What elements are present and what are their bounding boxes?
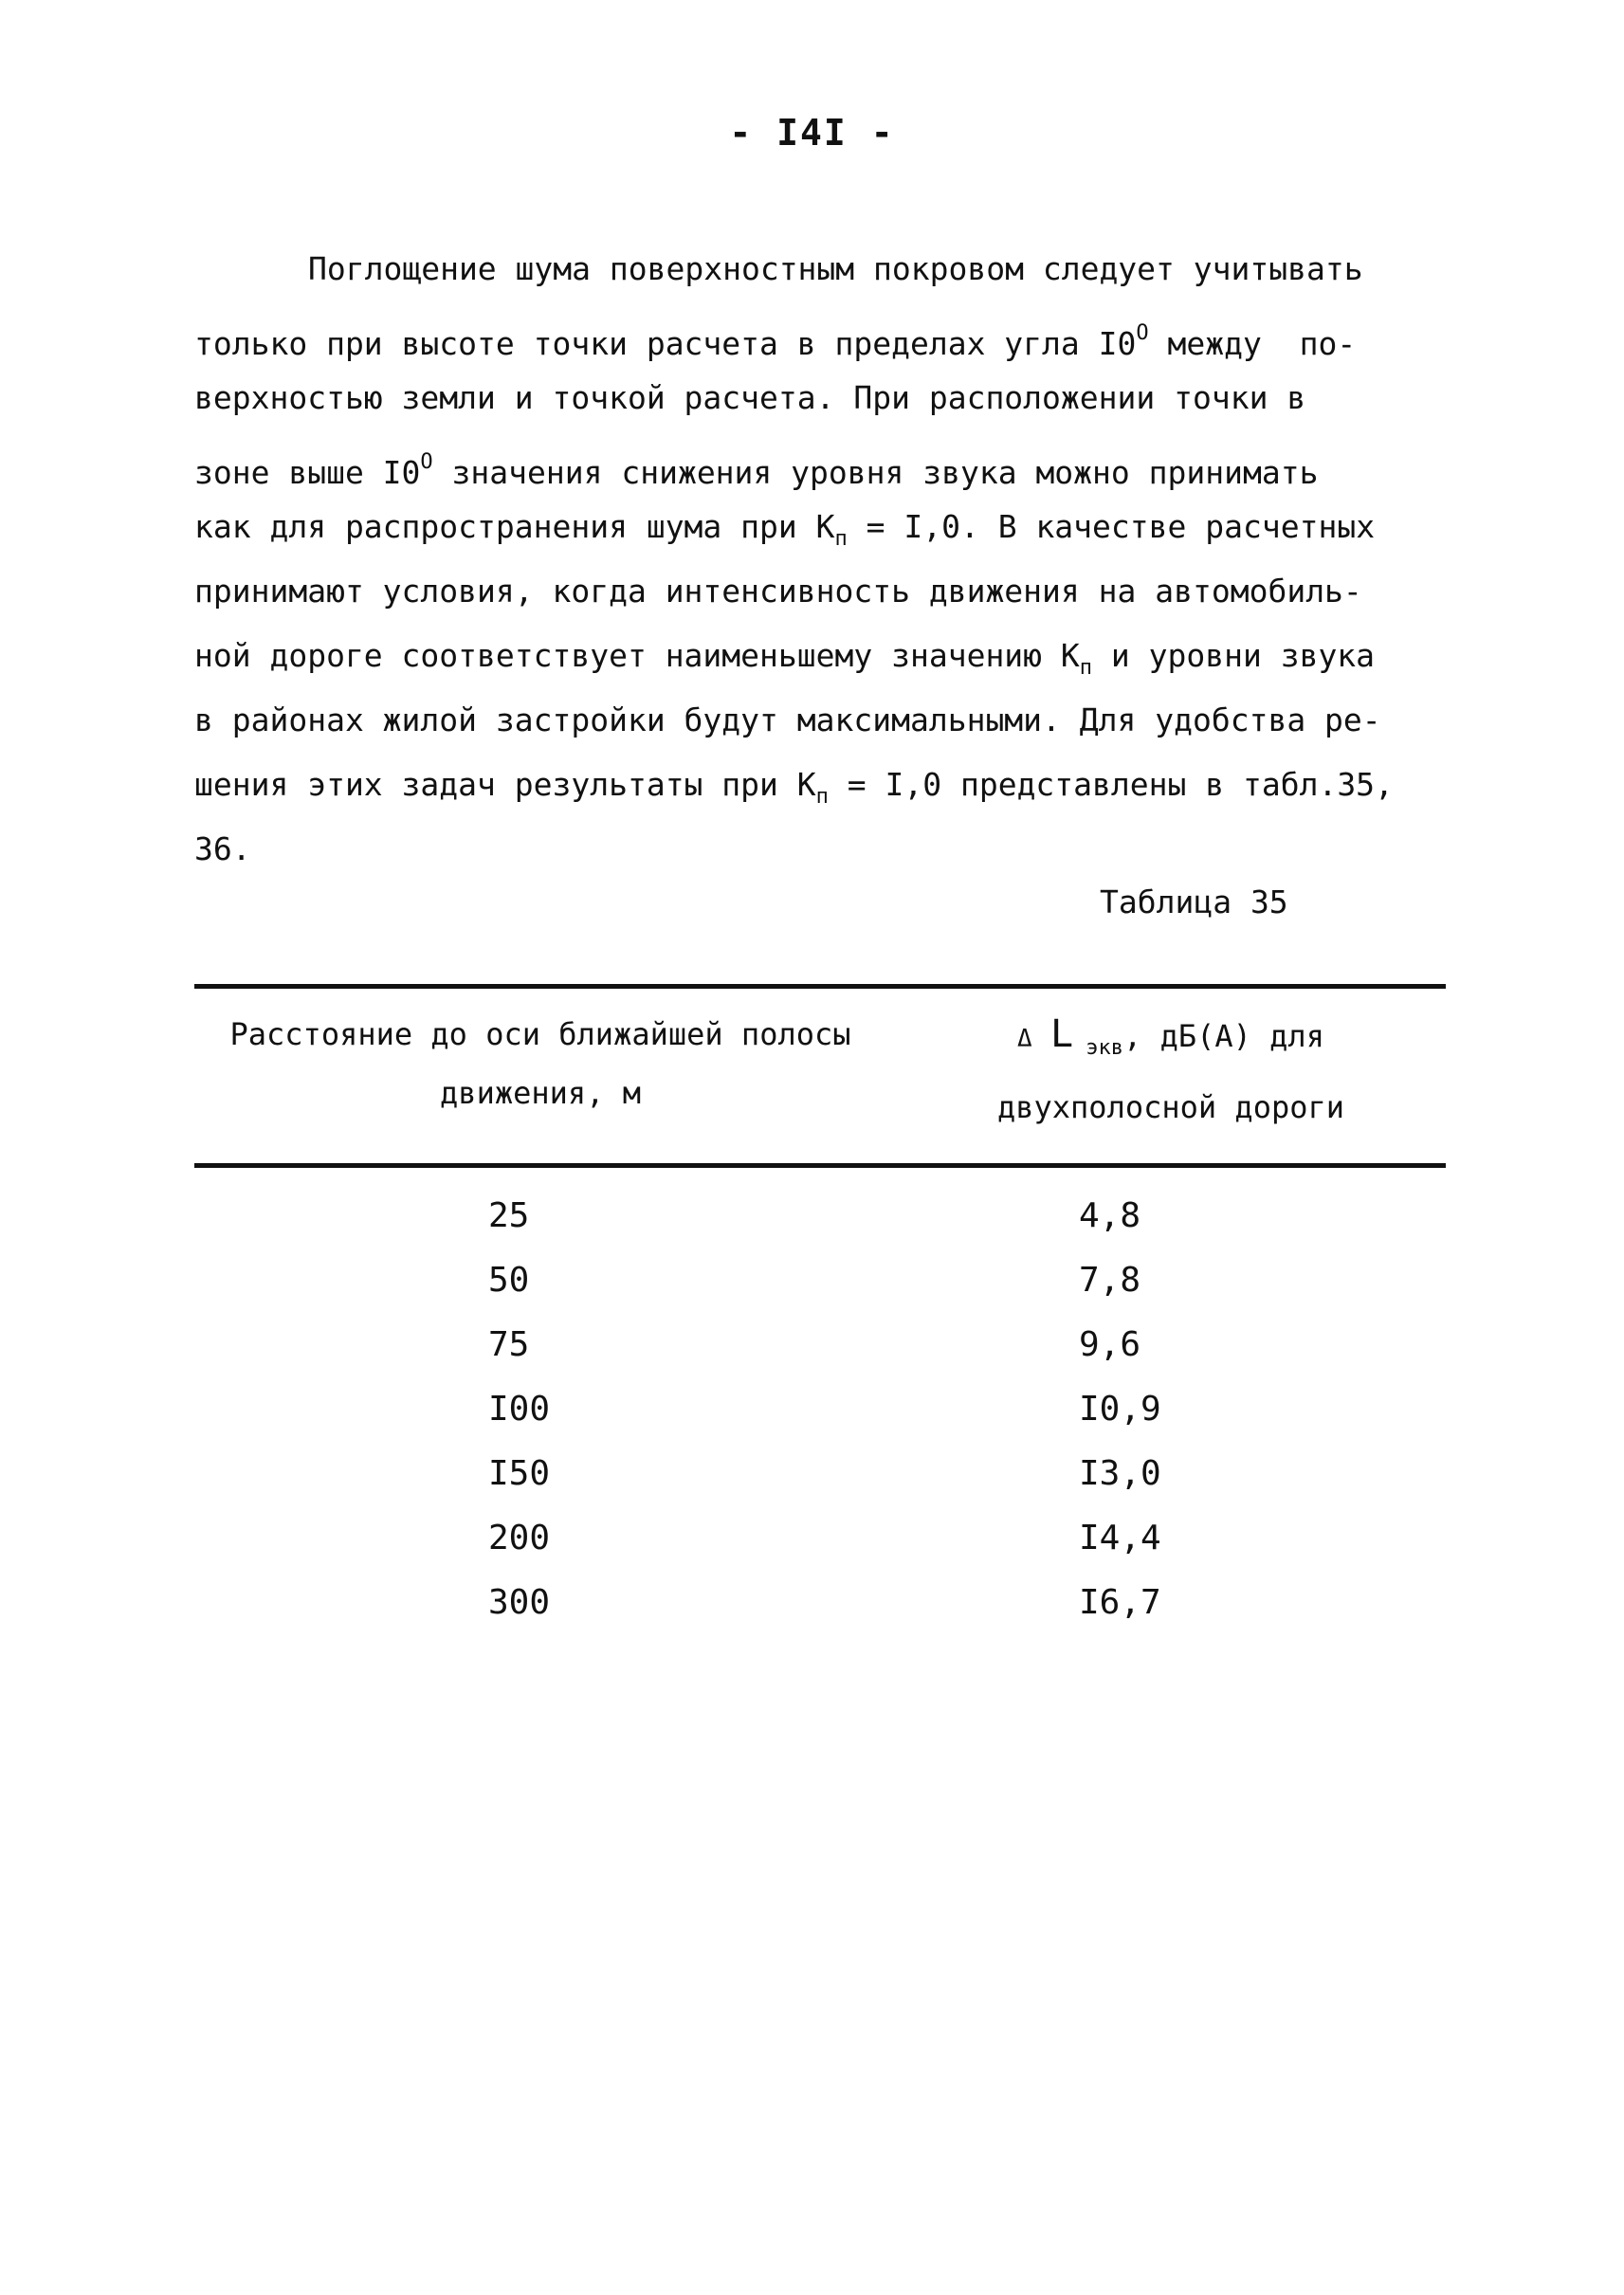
value-cell: I0,9	[1079, 1390, 1161, 1429]
column-header-value	[896, 1005, 1446, 1137]
table-header-rule	[194, 1163, 1446, 1168]
distance-cell: 25	[488, 1196, 530, 1235]
table-row	[0, 1325, 1624, 1390]
table-row	[0, 1196, 1624, 1261]
paragraph-line: Поглощение шума поверхностным покровом следует учитывать	[308, 250, 1363, 287]
paragraph-line: зоне выше $I0^O$ значения снижения уровня звука можно принимать	[194, 450, 1319, 491]
distance-cell: I00	[488, 1390, 551, 1429]
column-header-line: Δ L $_{экв}$, дБ(А) для	[1017, 1012, 1324, 1060]
column-header-line: двухполосной дороги	[996, 1089, 1345, 1125]
page-number: - I4I -	[729, 112, 895, 154]
value-cell: I4,4	[1079, 1519, 1161, 1557]
table-row	[0, 1454, 1624, 1519]
paragraph-line: в районах жилой застройки будут максимальными. Для удобства ре-	[194, 701, 1381, 738]
paragraph-line: шения этих задач результаты при $K_п = I,0$ представлены в табл.35,	[194, 766, 1394, 809]
distance-cell: 50	[488, 1261, 530, 1300]
table-row	[0, 1390, 1624, 1454]
paragraph-line: принимают условия, когда интенсивность движения на автомобиль-	[194, 573, 1362, 610]
value-cell: 7,8	[1079, 1261, 1141, 1300]
distance-cell: I50	[488, 1454, 551, 1493]
distance-cell: 75	[488, 1325, 530, 1364]
column-header-line: движения, м	[440, 1075, 641, 1111]
distance-cell: 200	[488, 1519, 551, 1557]
value-cell: I3,0	[1079, 1454, 1161, 1493]
table-row	[0, 1519, 1624, 1583]
column-header-distance	[185, 1005, 896, 1122]
table-label: Таблица 35	[1100, 883, 1288, 920]
delta-symbol: Δ	[1017, 1025, 1032, 1053]
paragraph-line: как для распространения шума при $K_п = I,0$. В качестве расчетных	[194, 508, 1376, 551]
paragraph-line: 36.	[194, 830, 251, 867]
table-row	[0, 1583, 1624, 1648]
table-top-rule	[194, 984, 1446, 989]
table-row	[0, 1261, 1624, 1325]
column-header-line: Расстояние до оси ближайшей полосы	[229, 1016, 851, 1052]
paragraph-line: ной дороге соответствует наименьшему значению $K_п$ и уровни звука	[194, 637, 1376, 680]
distance-cell: 300	[488, 1583, 551, 1622]
value-cell: I6,7	[1079, 1583, 1161, 1622]
value-cell: 9,6	[1079, 1325, 1141, 1364]
paragraph-line: только при высоте точки расчета в пределах угла $I0^O$ между по-	[194, 321, 1357, 362]
value-cell: 4,8	[1079, 1196, 1141, 1235]
body-paragraph	[194, 237, 1465, 882]
paragraph-line: верхностью земли и точкой расчета. При расположении точки в	[194, 379, 1306, 416]
